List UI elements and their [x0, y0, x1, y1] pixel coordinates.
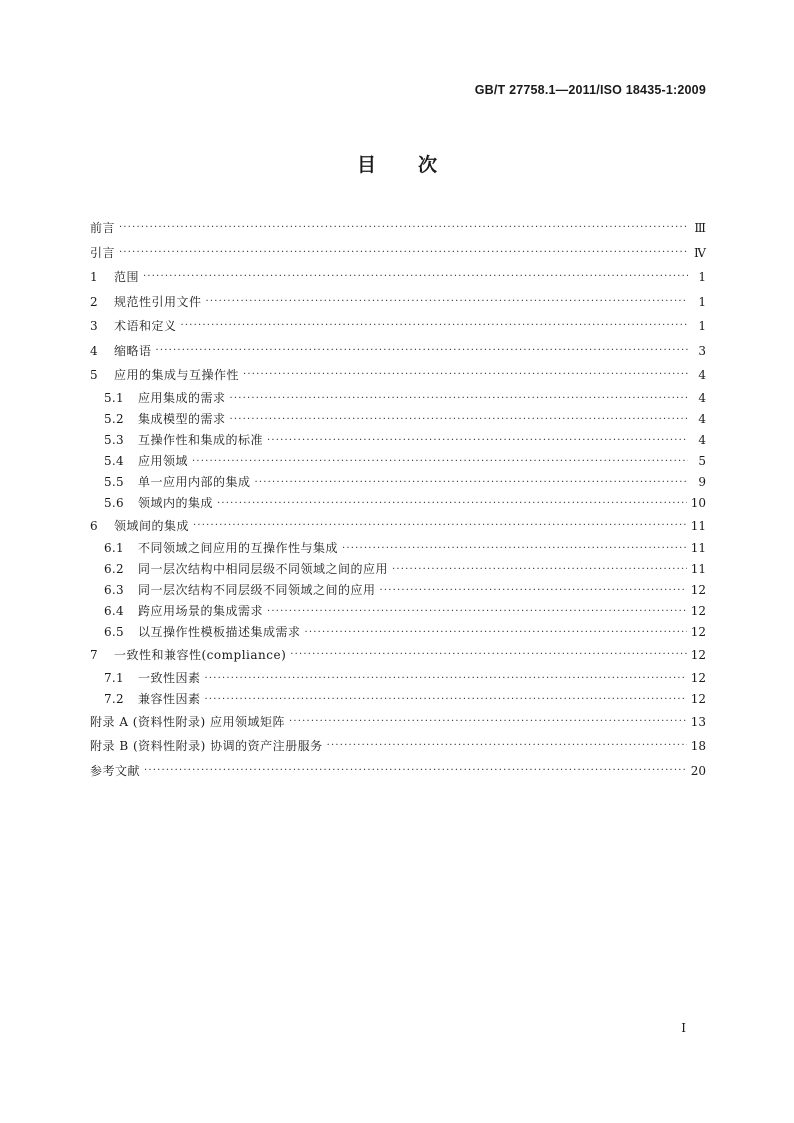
- toc-entry-page: 12: [690, 691, 706, 706]
- toc-entry-page: 11: [690, 518, 706, 533]
- toc-entry[interactable]: [90, 451, 706, 472]
- toc-leader-dots: [181, 314, 688, 339]
- toc-leader-dots: [193, 514, 687, 539]
- toc-entry-number: 6.2: [104, 562, 124, 576]
- toc-leader-dots: [342, 538, 687, 559]
- toc-leader-dots: [327, 734, 687, 759]
- toc-leader-dots: [267, 430, 688, 451]
- toc-entry[interactable]: [90, 472, 706, 493]
- toc-entry-number: 7.1: [104, 670, 124, 685]
- toc-entry[interactable]: [90, 601, 706, 622]
- toc-entry[interactable]: [90, 643, 706, 668]
- toc-entry-label: 引言: [90, 245, 116, 260]
- toc-entry[interactable]: [90, 580, 706, 601]
- toc-entry-number: 5.5: [104, 474, 124, 489]
- toc-entry-page: 20: [690, 763, 706, 778]
- toc-entry-page: 4: [698, 432, 706, 447]
- toc-entry-number: 4: [90, 343, 98, 358]
- toc-entry[interactable]: [90, 710, 706, 735]
- toc-entry-label: 应用领域: [138, 453, 189, 468]
- toc-entry[interactable]: [90, 314, 706, 339]
- toc-entry-page: Ⅳ: [694, 245, 706, 260]
- toc-entry-label: 前言: [90, 221, 116, 235]
- toc-entry-label: 一致性和兼容性(compliance): [114, 648, 287, 662]
- toc-entry-label: 集成模型的需求: [138, 411, 226, 426]
- toc-entry-label: 单一应用内部的集成: [138, 474, 251, 489]
- toc-entry-page: 10: [690, 495, 706, 510]
- toc-entry-number: 5: [90, 368, 98, 382]
- toc-entry-label: 附录 B (资料性附录) 协调的资产注册服务: [90, 739, 323, 753]
- toc-entry[interactable]: [90, 668, 706, 689]
- toc-entry-label: 应用的集成与互操作性: [114, 368, 240, 382]
- toc-leader-dots: [290, 643, 686, 668]
- toc-leader-dots: [289, 710, 687, 735]
- toc-entry[interactable]: [90, 241, 706, 266]
- toc-entry[interactable]: [90, 734, 706, 759]
- toc-entry-label: 参考文献: [90, 763, 141, 778]
- toc-entry-label: 兼容性因素: [138, 691, 201, 706]
- toc-entry-label: 术语和定义: [114, 319, 177, 333]
- toc-entry-number: 5.4: [104, 453, 124, 468]
- toc-entry-label: 领域内的集成: [138, 495, 214, 510]
- toc-entry-number: 6.5: [104, 625, 124, 639]
- toc-entry-page: 1: [698, 319, 706, 333]
- toc-leader-dots: [143, 265, 688, 290]
- toc-entry-page: 11: [690, 562, 706, 576]
- toc-entry-page: 12: [690, 648, 706, 662]
- toc-entry-label: 同一层次结构不同层级不同领域之间的应用: [138, 583, 376, 597]
- toc-leader-dots: [119, 241, 688, 266]
- toc-entry-label: 以互操作性模板描述集成需求: [138, 625, 301, 639]
- title-char-2: 次: [418, 154, 438, 176]
- toc-entry-page: 12: [690, 604, 706, 618]
- toc-entry-number: 5.6: [104, 495, 124, 510]
- toc-entry-number: 5.3: [104, 432, 124, 447]
- toc-entry-number: 6.3: [104, 583, 124, 597]
- toc-entry-page: 13: [690, 714, 706, 729]
- toc-leader-dots: [205, 668, 687, 689]
- toc-leader-dots: [380, 580, 687, 601]
- toc-entry-number: 6.4: [104, 604, 124, 618]
- toc-entry[interactable]: [90, 290, 706, 315]
- toc-leader-dots: [217, 493, 687, 514]
- toc-entry-page: 1: [698, 294, 706, 309]
- toc-entry[interactable]: [90, 430, 706, 451]
- standard-identifier: GB/T 27758.1—2011/ISO 18435-1:2009: [474, 83, 706, 97]
- toc-entry-page: 12: [690, 670, 706, 685]
- toc-entry-page: 1: [698, 270, 706, 284]
- toc-leader-dots: [243, 363, 688, 388]
- toc-leader-dots: [230, 409, 688, 430]
- toc-entry-page: 4: [698, 411, 706, 426]
- toc-entry-label: 规范性引用文件: [114, 294, 202, 309]
- toc-entry[interactable]: [90, 493, 706, 514]
- toc-entry-number: 6.1: [104, 541, 124, 555]
- toc-entry-page: 4: [698, 368, 706, 382]
- table-of-contents: [90, 216, 706, 783]
- toc-leader-dots: [392, 559, 687, 580]
- toc-entry-page: 12: [690, 583, 706, 597]
- toc-entry-number: 7: [90, 648, 98, 662]
- toc-entry-label: 跨应用场景的集成需求: [138, 604, 264, 618]
- toc-entry-number: 3: [90, 319, 98, 333]
- toc-entry-label: 附录 A (资料性附录) 应用领域矩阵: [90, 714, 285, 729]
- toc-entry-page: 18: [690, 739, 706, 753]
- toc-leader-dots: [119, 216, 688, 241]
- toc-entry[interactable]: [90, 622, 706, 643]
- toc-entry-label: 同一层次结构中相同层级不同领域之间的应用: [138, 562, 389, 576]
- toc-entry[interactable]: [90, 689, 706, 710]
- toc-leader-dots: [156, 339, 688, 364]
- toc-entry-number: 6: [90, 518, 98, 533]
- toc-entry[interactable]: [90, 388, 706, 409]
- toc-entry-page: 5: [698, 453, 706, 468]
- toc-entry[interactable]: [90, 216, 706, 241]
- toc-entry-page: 9: [698, 474, 706, 489]
- toc-entry[interactable]: [90, 759, 706, 784]
- toc-entry-label: 不同领域之间应用的互操作性与集成: [138, 541, 339, 555]
- toc-entry-label: 一致性因素: [138, 670, 201, 685]
- title-char-1: 目: [356, 154, 376, 176]
- toc-entry-page: 11: [690, 541, 706, 555]
- toc-entry-label: 应用集成的需求: [138, 390, 226, 405]
- toc-entry-page: Ⅲ: [694, 221, 706, 235]
- toc-entry[interactable]: [90, 339, 706, 364]
- toc-entry-number: 5.2: [104, 411, 124, 426]
- toc-entry-number: 1: [90, 270, 98, 284]
- toc-leader-dots: [255, 472, 688, 493]
- toc-entry[interactable]: [90, 514, 706, 539]
- page-number: I: [681, 1021, 686, 1035]
- toc-entry-number: 5.1: [104, 390, 124, 405]
- toc-entry-number: 2: [90, 294, 98, 309]
- toc-entry[interactable]: [90, 363, 706, 388]
- toc-entry[interactable]: [90, 538, 706, 559]
- toc-leader-dots: [230, 388, 688, 409]
- toc-entry-label: 领域间的集成: [114, 518, 190, 533]
- toc-leader-dots: [206, 290, 688, 315]
- toc-leader-dots: [192, 451, 688, 472]
- toc-leader-dots: [305, 622, 687, 643]
- toc-entry-label: 范围: [114, 270, 140, 284]
- toc-leader-dots: [144, 759, 687, 784]
- toc-entry-page: 3: [698, 343, 706, 358]
- toc-entry-label: 缩略语: [114, 343, 152, 358]
- toc-entry[interactable]: [90, 409, 706, 430]
- toc-leader-dots: [267, 601, 687, 622]
- toc-entry[interactable]: [90, 265, 706, 290]
- toc-entry-number: 7.2: [104, 691, 124, 706]
- toc-entry-page: 12: [690, 625, 706, 639]
- toc-entry-label: 互操作性和集成的标准: [138, 432, 264, 447]
- toc-entry-page: 4: [698, 390, 706, 405]
- toc-leader-dots: [205, 689, 687, 710]
- toc-entry[interactable]: [90, 559, 706, 580]
- page-title: [0, 150, 794, 177]
